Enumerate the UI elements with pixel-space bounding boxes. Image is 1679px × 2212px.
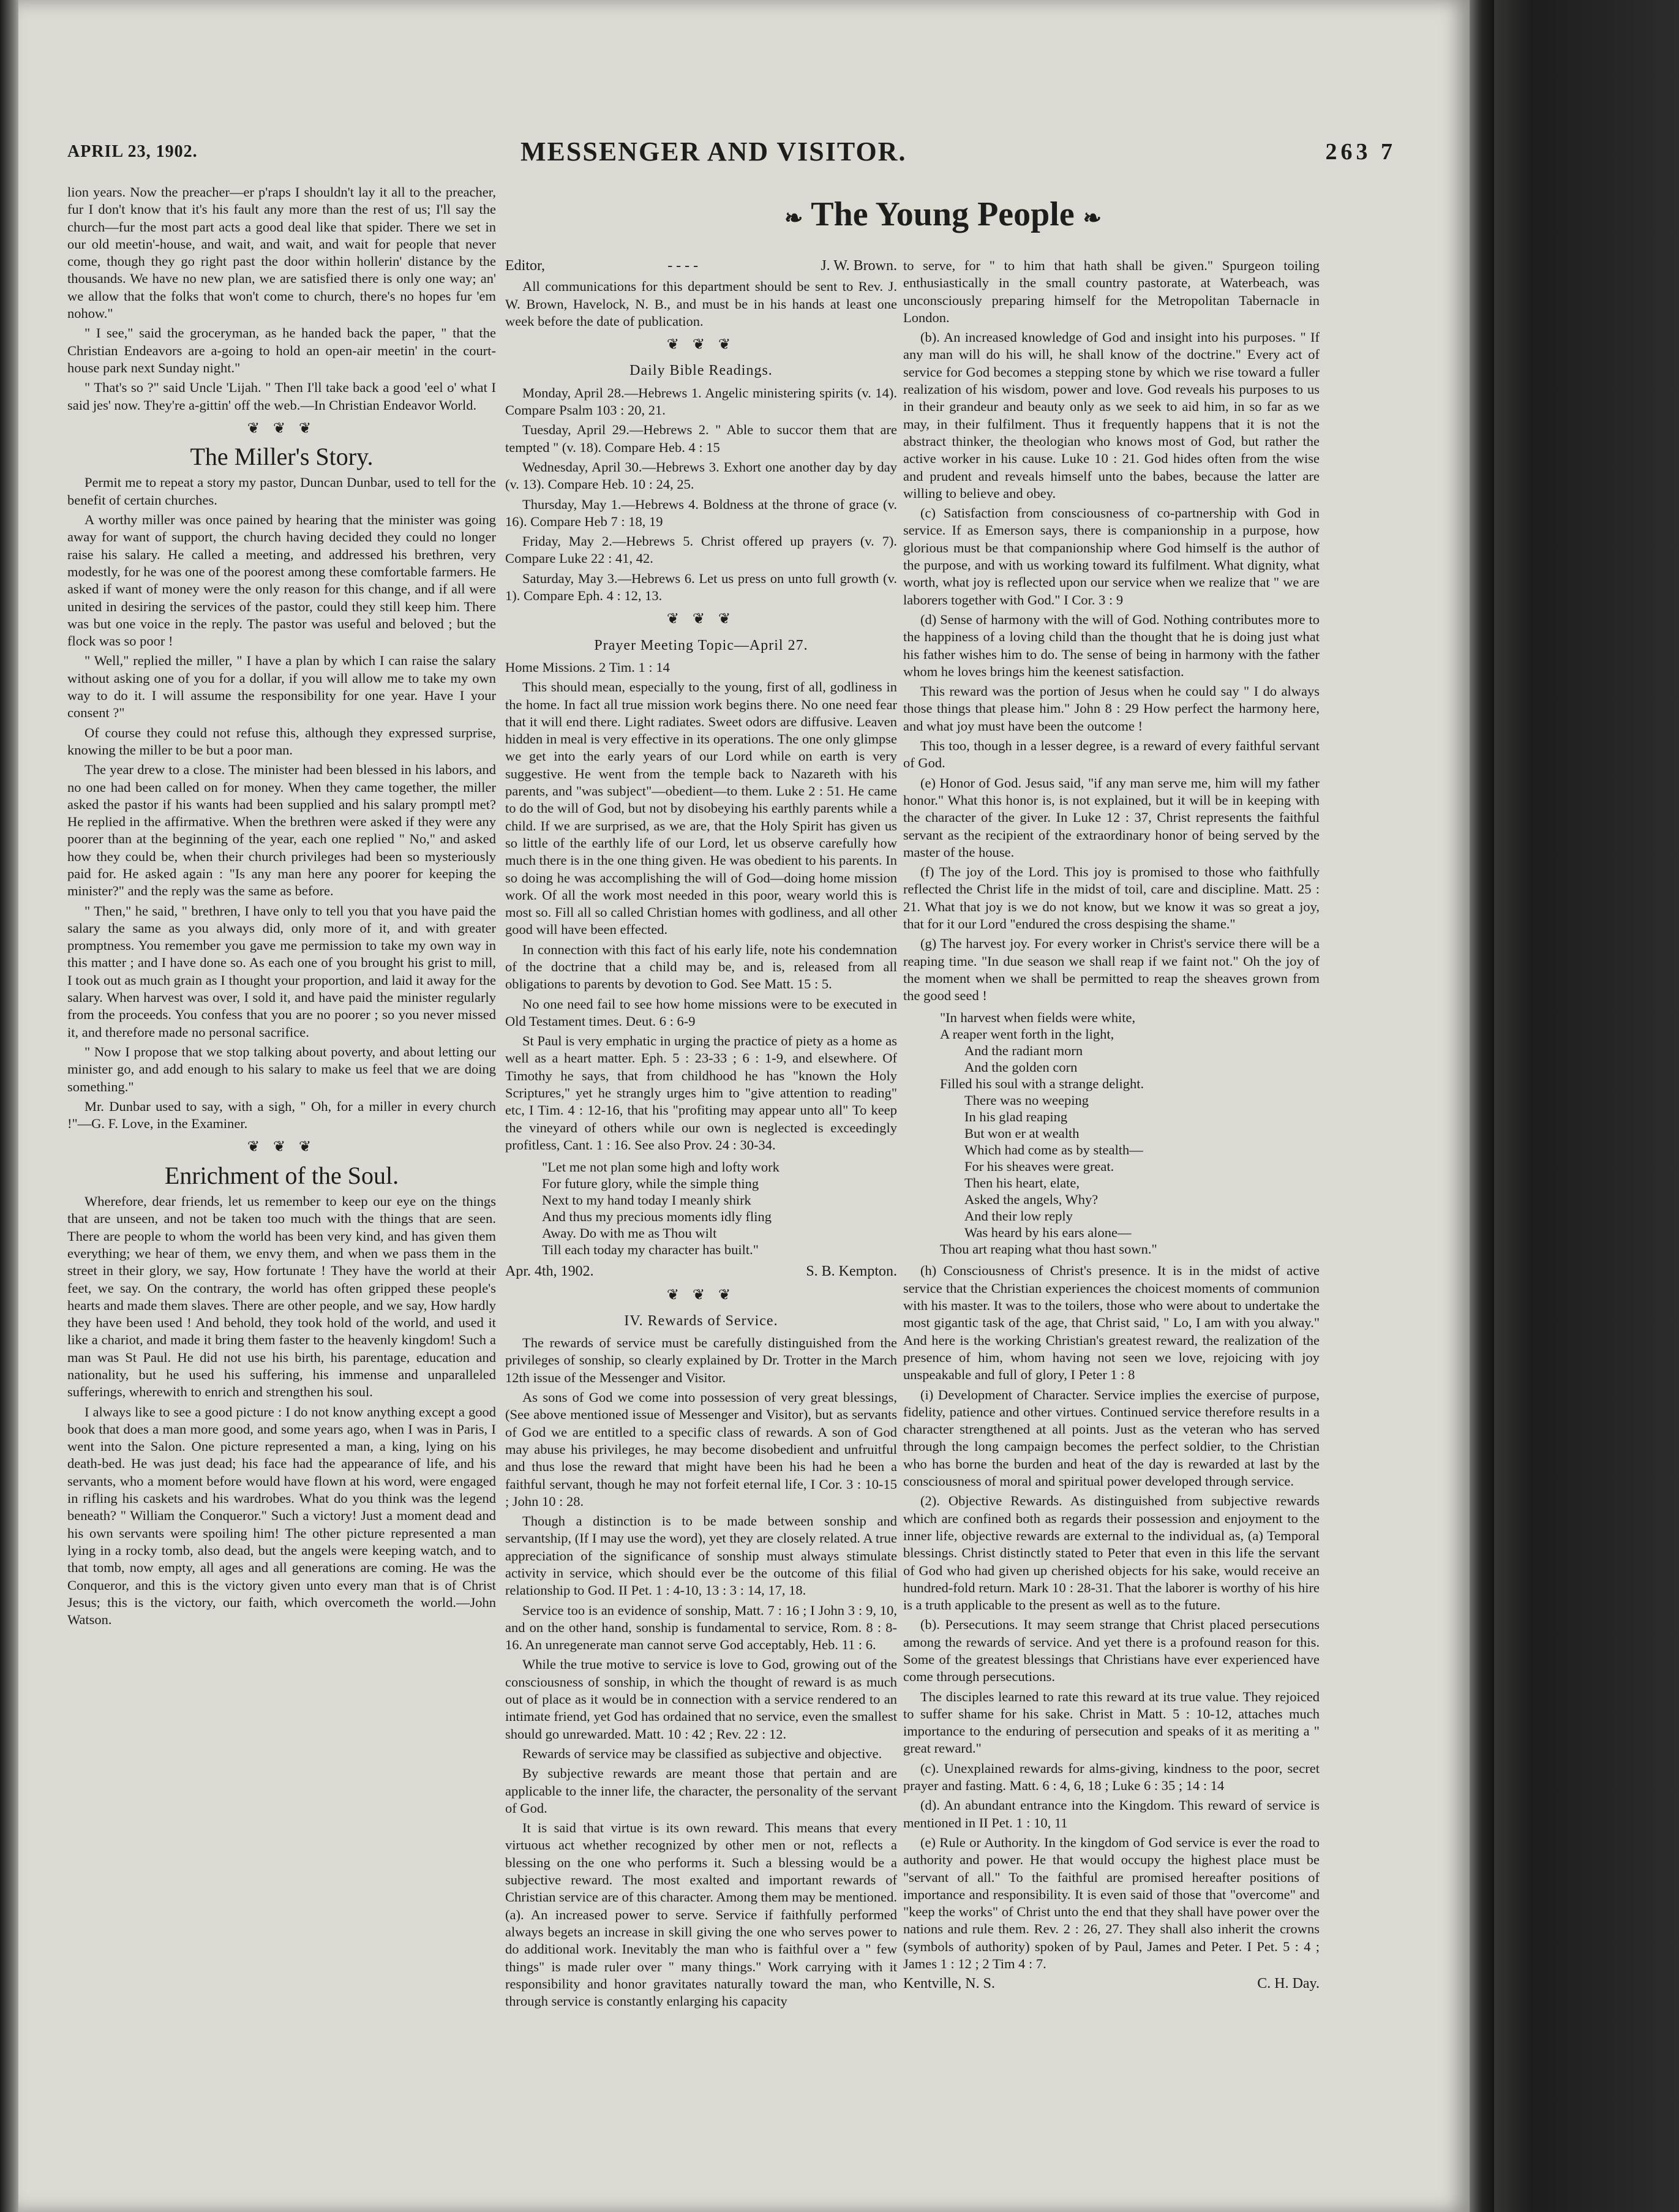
masthead: MESSENGER AND VISITOR.	[520, 137, 907, 167]
poem-line: Till each today my character has built."	[542, 1242, 759, 1258]
paragraph: (d). An abundant entrance into the Kingdom. This reward of service is mentioned in II Pet. 1 : 10, 11	[903, 1797, 1320, 1830]
page-number: 263 7	[1325, 139, 1396, 165]
daily-readings-list	[505, 385, 897, 605]
middle-column	[505, 257, 897, 2012]
paragraph: (g) The harvest joy. For every worker in Christ's service there will be a reaping time. "In due season we shall reap if we faint not." Oh the joy of the moment when we shall be permitted to reap the sheaves grown from the good seed !	[903, 936, 1320, 1004]
article-place: Kentville, N. S.	[903, 1976, 995, 1992]
ornament-separator: ❦ ❦ ❦	[247, 1139, 317, 1156]
poem-line: And the golden corn	[964, 1059, 1078, 1075]
paragraph: (h) Consciousness of Christ's presence. It is in the midst of active service that the Christian experiences the choicest moments of communion with his master. It was to the toilers, those who were about to undertake the most gigantic task of the age, that Christ said, " Lo, I am with you alway." And here is the working Christian's greatest reward, the realization of the presence of him, whom having not seen we love, rejoicing with joy unspeakable and full of glory, I Peter 1 : 8	[903, 1263, 1320, 1383]
paragraph: (b). An increased knowledge of God and insight into his purposes. " If any man will do his will, he shall know of the doctrine." Every act of service for God becomes a stepping stone by which we rise toward a fuller realization of his wisdom, power and love. God reveals his purposes to us in their grandeur and beauty only as we seek to aid him, in so far as we may, in their fulfilment. Thus it frequently happens that it is not the abstract thinker, the theologian who knows most of God, but rather the active worker in his cause. Luke 10 : 21. God hides often from the wise and prudent and reveals himself unto the babes, because the latter are willing to believe and obey.	[903, 329, 1320, 501]
prayer-topic-title: Prayer Meeting Topic—April 27.	[594, 637, 808, 653]
paragraph: " I see," said the groceryman, as he handed back the paper, " that the Christian Endeavors are a-going to hold an open-air meetin' in the court-house park next Sunday night."	[67, 325, 496, 375]
paragraph: The disciples learned to rate this reward at its true value. They rejoiced to suffer shame for his sake. Christ in Matt. 5 : 10-12, attaches much importance to the enduring of persecution and speaks of it as meriting a " great reward."	[903, 1688, 1320, 1756]
enrichment-soul-title: Enrichment of the Soul.	[164, 1161, 399, 1189]
reading-item: Saturday, May 3.—Hebrews 6. Let us press on unto full growth (v. 1). Compare Eph. 4 : 12, 13.	[505, 570, 897, 604]
ornament-separator: ❦ ❦ ❦	[247, 420, 317, 437]
newspaper-page	[18, 0, 1470, 2212]
paragraph: I always like to see a good picture : I do not know anything except a good book that does a man more good, and some years ago, when I was in Paris, I went into the Salon. One picture represented a man, a king, lying on his death-bed. He was just dead; his face had the appearance of life, and his servants, who a moment before would have flown at his word, were engaged in rifling his caskets and his wardrobes. What do you think was the legend beneath? " William the Conqueror." Such a victory! Just a moment dead and his own servants were spoiling him! The other picture represented a man lying in a rocky tomb, also dead, but the angels were keeping watch, and to that tomb, now empty, all ages and all generations are coming. He was the Conqueror, and this is the victory given unto every man that is of Christ Jesus; this is the victory, our faith, which overcometh the world.—John Watson.	[67, 1404, 496, 1628]
poem-line: Filled his soul with a strange delight.	[940, 1076, 1144, 1092]
editor-name: J. W. Brown.	[821, 258, 897, 274]
poem-date: Apr. 4th, 1902.	[505, 1263, 594, 1280]
reading-item: Friday, May 2.—Hebrews 5. Christ offered up prayers (v. 7). Compare Luke 22 : 41, 42.	[505, 533, 897, 566]
article-signature	[903, 1975, 1320, 1992]
editor-dashes: - - - -	[667, 258, 699, 274]
ornament-separator: ❦ ❦ ❦	[666, 337, 736, 353]
paragraph: While the true motive to service is love to God, growing out of the consciousness of sonship, in which the thought of reward is as much out of place as it would be in connection with a service rendered to an intimate friend, yet God has ordained that no service, even the smallest should go unrewarded. Matt. 10 : 42 ; Rev. 22 : 12.	[505, 1657, 897, 1742]
paragraph: This reward was the portion of Jesus when he could say " I do always those things that please him." John 8 : 29 How perfect the harmony here, and what joy must have been the outcome !	[903, 683, 1320, 734]
paragraph: By subjective rewards are meant those that pertain and are applicable to the inner life, the character, the personality of the servant of God.	[505, 1766, 897, 1816]
prayer-topic-body	[505, 679, 897, 1154]
paragraph: (c) Satisfaction from consciousness of co-partnership with God in service. If as Emerson says, there is companionship in a purpose, how glorious must be that companionship where God himself is the author of the purpose, and with us working toward its fulfilment. What dignity, what worth, what joy is reflected upon our service when we realize that " we are laborers together with God." I Cor. 3 : 9	[903, 505, 1320, 608]
poem-line: There was no weeping	[964, 1093, 1089, 1108]
poem-author: S. B. Kempton.	[806, 1263, 897, 1280]
left-column	[67, 184, 496, 1631]
poem-line: Next to my hand today I meanly shirk	[542, 1192, 751, 1208]
paragraph: " Now I propose that we stop talking about poverty, and about letting our minister go, and add enough to his salary to make us feel that we are doing something."	[67, 1044, 496, 1094]
paragraph: Though a distinction is to be made between sonship and servantship, (If I may use the word), yet they are closely related. A true appreciation of the significance of sonship must always stimulate activity in service, which should ever be the outcome of this filial relationship to God. II Pet. 1 : 4-10, 13 : 3 : 14, 17, 18.	[505, 1513, 897, 1598]
rewards-continued-2	[903, 1262, 1320, 1973]
poem-line: For future glory, while the simple thing	[542, 1176, 759, 1192]
paragraph: No one need fail to see how home missions were to be executed in Old Testament times. Deut. 6 : 6-9	[505, 996, 897, 1029]
paragraph: (d) Sense of harmony with the will of God. Nothing contributes more to the happiness of a loving child than the thought that he is doing just what his father wishes him to do. The sense of being in harmony with the father whom he loves brings him the keenest satisfaction.	[903, 611, 1320, 679]
poem-line: A reaper went forth in the light,	[940, 1026, 1114, 1042]
rewards-title: IV. Rewards of Service.	[624, 1312, 778, 1329]
rewards-continued	[903, 257, 1320, 1004]
editor-label: Editor,	[505, 258, 546, 274]
paragraph: The year drew to a close. The minister had been blessed in his labors, and no one had been called on for money. When they came together, the miller asked the pastor if his wants had been supplied and his salary promptl met? He replied in the affirmative. When the brethren were asked if they were any poorer than at the beginning of the year, each one replied " No," and asked how they could be, when their church privileges had been so mysteriously paid for. He asked again : "Is any man here any poorer for keeping the minister?" and the reply was the same as before.	[67, 762, 496, 899]
reading-item: Tuesday, April 29.—Hebrews 2. " Able to succor them that are tempted " (v. 18). Compare Heb. 4 : 15	[505, 422, 897, 455]
paragraph: The rewards of service must be carefully distinguished from the privileges of sonship, so clearly explained by Dr. Trotter in the March 12th issue of the Messenger and Visitor.	[505, 1335, 897, 1385]
paragraph: Rewards of service may be classified as subjective and objective.	[522, 1745, 882, 1761]
communications-note: All communications for this department should be sent to Rev. J. W. Brown, Havelock, N. B., and must be in his hands at least one week before the date of publication.	[505, 279, 897, 329]
miller-story-title: The Miller's Story.	[190, 443, 374, 471]
young-people-heading: The Young People	[811, 195, 1075, 233]
paragraph: " That's so ?" said Uncle 'Lijah. " Then I'll take back a good 'eel o' what I said jes' now. They're a-gittin' off the web.—In Christian Endeavor World.	[67, 380, 496, 413]
poem-line: "In harvest when fields were white,	[940, 1010, 1136, 1026]
paragraph: " Then," he said, " brethren, I have only to tell you that you have paid the salary the same as you always did, only more of it, and with greater promptness. You remember you gave me permission to take my own way in this matter ; and I have done so. As each one of you brought his grist to mill, I took out as much grain as I thought your proportion, and laid it away for the salary. When harvest was over, I sold it, and have paid the minister regularly from the proceeds. You confess that you are no poorer ; so you never missed it, and therefore made no personal sacrifice.	[67, 903, 496, 1040]
prayer-reference: Home Missions. 2 Tim. 1 : 14	[505, 659, 670, 675]
enrichment-soul-body	[67, 1193, 496, 1628]
poem-line: And the radiant morn	[964, 1043, 1083, 1059]
paragraph: Mr. Dunbar used to say, with a sigh, " Oh, for a miller in every church !"—G. F. Love, in the Examiner.	[67, 1098, 496, 1132]
reading-item: Thursday, May 1.—Hebrews 4. Boldness at the throne of grace (v. 16). Compare Heb 7 : 18, 19	[505, 496, 897, 529]
issue-date: APRIL 23, 1902.	[67, 142, 198, 161]
paragraph: to serve, for " to him that hath shall be given." Spurgeon toiling enthusiastically in the small country pastorate, at Waterbeach, was unconsciously preparing himself for the Metropolitan Tabernacle in London.	[903, 258, 1320, 325]
paragraph: " Well," replied the miller, " I have a plan by which I can raise the salary without asking one of you for a dollar, if you will allow me to take my own way to do it. I will assume the responsibility for one year. Have I your consent ?"	[67, 653, 496, 721]
paragraph: Wherefore, dear friends, let us remember to keep our eye on the things that are unseen, and not be taken too much with the things that are seen. There are people to whom the world has been very kind, and has given them everything; we hear of them, we envy them, and when we pass them in the street in their glory, we say, How fortunate ! They have the world at their feet, we say. On the contrary, the world has often gripped these people's hearts and made them slaves. There are other people, and we say, How hardly they have been used ! And behold, they took hold of the world, and used it like a chariot, and made it bring them faster to the heavenly kingdom! Such a man was St Paul. He did not use his birth, his parentage, education and nationality, but he used his suffering, his immense and unparalleled sufferings, wherewith to enrich and strengthen his soul.	[67, 1194, 496, 1400]
page-header	[67, 136, 1414, 173]
paragraph: (e) Honor of God. Jesus said, "if any man serve me, him will my father honor." What this honor is, is not explained, but it will be in keeping with the character of the giver. In Luke 12 : 37, Christ represents the faithful servant as the recipient of the extraordinary honor of being served by the master of the house.	[903, 775, 1320, 860]
poem-line: Asked the angels, Why?	[964, 1192, 1099, 1208]
paragraph: This should mean, especially to the young, first of all, godliness in the home. In fact all true mission work begins there. No one need fear that it will end there. Light radiates. Sweet odors are diffusive. Leaven hidden in meal is very effective in its operations. The one only glimpse we get into the early years of our Lord while on earth is very suggestive. He went from the temple back to Nazareth with his parents, and "was subject"—obedient—to them. Luke 2 : 51. He came to do the will of God, but not by disobeying his earthly parents while a child. If we are surprised, as we are, that the Holy Spirit has given us so little of the earthly life of our Lord, let us observe carefully how much there is in the one thing given. He was obedient to his parents. In so doing he was accomplishing the will of God—doing home mission work. Of all the work most needed in this poor, weary world this is most so. Fill all so called Christian homes with godliness, and all other good will have been effected.	[505, 679, 897, 938]
poem-line: Then his heart, elate,	[964, 1175, 1080, 1191]
poem-line: And thus my precious moments idly fling	[542, 1209, 772, 1225]
ornament-separator: ❦ ❦ ❦	[666, 611, 736, 628]
paragraph: Of course they could not refuse this, although they expressed surprise, knowing the miller to be but a poor man.	[67, 724, 496, 758]
paragraph: Permit me to repeat a story my pastor, Duncan Dunbar, used to tell for the benefit of certain churches.	[67, 475, 496, 508]
poem-harvest	[940, 1009, 1320, 1257]
paragraph: As sons of God we come into possession of very great blessings, (See above mentioned issue of Messenger and Visitor), but as servants of God we are entitled to a specific class of rewards. A son of God may abuse his privileges, he may become disobedient and unfruitful and thus lose the reward that might have been his had he been a faithful servant, though he may not forfeit eternal life, I Cor. 3 : 10-15 ; John 10 : 28.	[505, 1390, 897, 1509]
poem-line: "Let me not plan some high and lofty work	[542, 1159, 779, 1175]
miller-story-body	[67, 474, 496, 1132]
paragraph: (b). Persecutions. It may seem strange that Christ placed persecutions among the rewards of service. And yet there is a profound reason for this. Some of the greatest blessings that Christians have ever experienced have come through persecutions.	[903, 1617, 1320, 1685]
paragraph: Service too is an evidence of sonship, Matt. 7 : 16 ; I John 3 : 9, 10, and on the other hand, sonship is fundamental to service, Rom. 8 : 8-16. An unregenerate man cannot serve God acceptably, Heb. 11 : 6.	[505, 1602, 897, 1653]
editor-line	[505, 257, 897, 274]
poem-line: For his sheaves were great.	[964, 1159, 1114, 1175]
paragraph: (i) Development of Character. Service implies the exercise of purpose, fidelity, patience and other virtues. Continued service therefore results in a character strengthened at all points. Just as the veteran who has served through the long campaign becomes the perfect soldier, to the Christian who has borne the burden and heat of the day is rewarded at last by the consciousness of moral and spiritual power developed through service.	[903, 1386, 1320, 1489]
young-people-title	[729, 195, 1157, 234]
article-author: C. H. Day.	[1257, 1976, 1320, 1992]
poem-lofty-work	[542, 1159, 897, 1258]
poem-line: Away. Do with me as Thou wilt	[542, 1225, 717, 1241]
daily-readings-title: Daily Bible Readings.	[629, 363, 773, 379]
poem-line: Thou art reaping what thou hast sown."	[940, 1241, 1157, 1257]
binding-shadow	[1470, 0, 1494, 2212]
paragraph: It is said that virtue is its own reward. This means that every virtuous act whether recognized by other men or not, reflects a blessing on the one who performs it. Such a blessing would be a subjective reward. The most exalted and important rewards of Christian service are of this character. Among them may be mentioned. (a). An increased power to serve. Service if faithfully performed always begets an increase in skill giving the one who serves power to do additional work. Inevitably the man who is faithful over a " few things" is made ruler over " many things." Work carrying with it responsibility and honor gravitates naturally toward the man, who through service is constantly enlarging his capacity	[505, 1820, 897, 2009]
paragraph: (2). Objective Rewards. As distinguished from subjective rewards which are confined both as regards their possession and enjoyment to the inner life, objective rewards are external to the individual as, (a) Temporal blessings. Christ distinctly stated to Peter that even in this life the servant of God who had given up cherished objects for his sake, would receive an hundred-fold return. Mark 10 : 28-31. That the laborer is worthy of his hire is a truth applicable to the present as well as to the future.	[903, 1493, 1320, 1613]
paragraph: St Paul is very emphatic in urging the practice of piety as a home as well as a heart matter. Eph. 5 : 23-33 ; 6 : 1-9, and elsewhere. Of Timothy he says, that from childhood he has "known the Holy Scriptures," yet he strangly urges him to "give attention to reading" etc, I Tim. 4 : 12-16, that his "profiting may appear unto all" To keep the vineyard of others while our own is neglected is exceedingly profitless, Cant. 1 : 16. See also Prov. 24 : 30-34.	[505, 1033, 897, 1153]
poem-line: Was heard by his ears alone—	[964, 1225, 1132, 1241]
paragraph: (c). Unexplained rewards for alms-giving, kindness to the poor, secret prayer and fasting. Matt. 6 : 4, 6, 18 ; Luke 6 : 35 ; 14 : 14	[903, 1760, 1320, 1794]
paragraph: (f) The joy of the Lord. This joy is promised to those who faithfully reflected the Christ life in the midst of toil, care and discipline. Matt. 25 : 21. What that joy is we do not know, but we know it was so great a joy, that for it our Lord "endured the cross despising the shame."	[903, 864, 1320, 931]
poem-line: Which had come as by stealth—	[964, 1142, 1143, 1158]
poem-line: In his glad reaping	[964, 1109, 1068, 1125]
ornament-separator: ❦ ❦ ❦	[666, 1287, 736, 1303]
paragraph: In connection with this fact of his early life, note his condemnation of the doctrine that a child may be, and is, released from all obligations to parents by devotion to God. See Matt. 15 : 5.	[505, 941, 897, 992]
reading-item: Wednesday, April 30.—Hebrews 3. Exhort one another day by day (v. 13). Compare Heb. 10 : 24, 25.	[505, 459, 897, 492]
paragraph: A worthy miller was once pained by hearing that the minister was going away for want of support, the church having decided they could no longer raise his salary. He called a meeting, and addressed his brethren, very modestly, for he was one of the poorest among these comfortable farmers. He asked if want of money were the only reason for this change, and if all were united in desiring the services of the pastor, could they still keep him. There was but one voice in the reply. The pastor was useful and beloved ; but the flock was so poor !	[67, 512, 496, 649]
paragraph: lion years. Now the preacher—er p'raps I shouldn't lay it all to the preacher, fur I don't know that it's his fault any more than the rest of us; I'll say the church—fur the most part acts a good deal like that spider. There we set in our old meetin'-house, and wait, and wait, and wait for people that never come, though they go right past the door within hollerin' distance by the thousands. We have no new plan, we are satisfied there is only one way; an' we allow that the folks that won't come to church, there's no hopes fur 'em nohow."	[67, 184, 496, 322]
paragraph: This too, though in a lesser degree, is a reward of every faithful servant of God.	[903, 738, 1320, 771]
rewards-body	[505, 1334, 897, 2010]
fleuron-right-icon: ❧	[1083, 206, 1102, 230]
reading-item: Monday, April 28.—Hebrews 1. Angelic ministering spirits (v. 14). Compare Psalm 103 : 20, 21.	[505, 385, 897, 418]
poem-line: And their low reply	[964, 1208, 1073, 1224]
paragraph: (e) Rule or Authority. In the kingdom of God service is ever the road to authority and power. He that would occupy the highest place must be "servant of all." To the faithful are promised hereafter positions of importance and responsibility. It is even said of those that "overcome" and "keep the works" of Christ unto the end that they shall have power over the nations and rule them. Rev. 2 : 26, 27. They shall also inherit the crowns (symbols of authority) spoken of by Paul, James and Peter. I Pet. 5 : 4 ; James 1 : 12 ; 2 Tim 4 : 7.	[903, 1834, 1320, 1972]
fleuron-left-icon: ❧	[784, 206, 803, 230]
poem-line: But won er at wealth	[964, 1126, 1080, 1142]
intro-section	[67, 184, 496, 414]
right-column	[903, 257, 1320, 1996]
poem-signature	[505, 1263, 897, 1280]
